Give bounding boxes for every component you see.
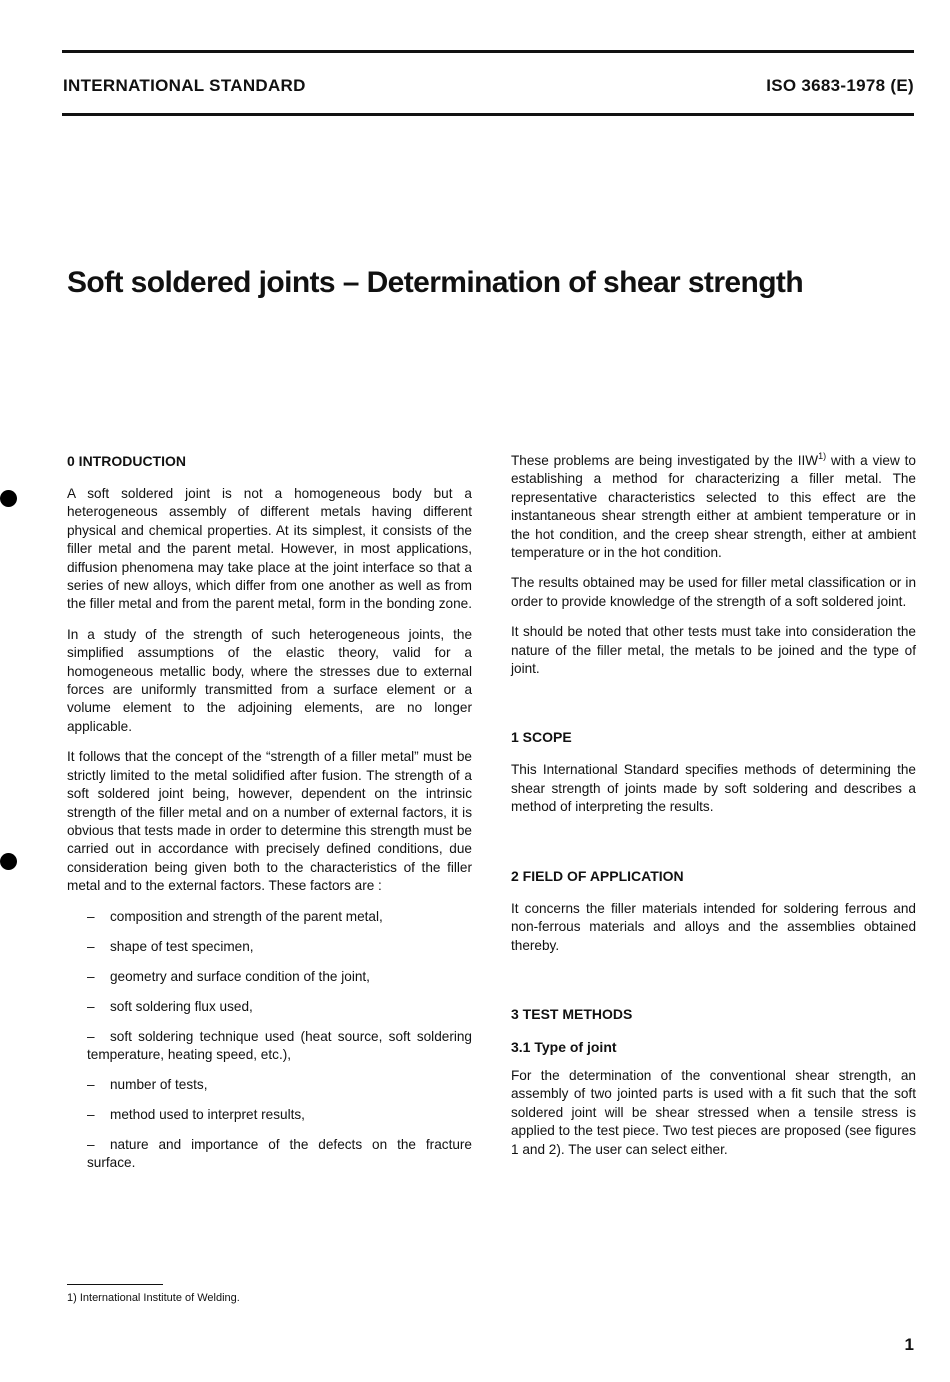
list-item: – soft soldering technique used (heat source, soft soldering temperature, heating speed, etc.), <box>87 1028 472 1062</box>
footnote: 1) International Institute of Welding. <box>67 1292 240 1304</box>
margin-bullet <box>0 490 17 507</box>
list-item: – geometry and surface condition of the joint, <box>87 968 370 984</box>
intro-paragraph: It should be noted that other tests must take into consideration the nature of the filler metal, the metals to be joined and the type of joint. <box>511 624 916 677</box>
field-of-application-heading: 2 FIELD OF APPLICATION <box>511 867 684 884</box>
type-of-joint-heading: 3.1 Type of joint <box>511 1038 617 1055</box>
intro-paragraph: A soft soldered joint is not a homogeneous body but a heterogeneous assembly of different metals having different physical and chemical properties. At its simplest, it consists of the filler metal and the parent metal. However, in most applications, diffusion phenomena may take place at the joint interface so that a series of new alloys, which differ from one another as well as from the filler metal and from the parent metal, form in the bonding zone. <box>67 486 473 612</box>
intro-paragraph: It follows that the concept of the “strength of a filler metal” must be strictly limited to the metal solidified after fusion. The strength of a soft soldered joint being, however, dependent on the intrinsic strength of the filler metal and on a number of external factors, it is obvious that tests made in order to determine this strength must be carried out in accordance with precisely defined conditions, due consideration being given both to the characteristics of the filler metal and to the external factors. These factors are : <box>67 749 472 894</box>
left-column <box>67 452 472 1184</box>
list-item: – method used to interpret results, <box>87 1106 305 1122</box>
list-item: – soft soldering flux used, <box>87 998 253 1014</box>
footnote-reference: 1) <box>818 451 827 461</box>
field-paragraph: It concerns the filler materials intended for soldering ferrous and non-ferrous materials and alloys and the assemblies obtained thereby. <box>511 900 916 953</box>
list-item: – composition and strength of the parent metal, <box>87 908 383 924</box>
header-top-rule <box>62 50 914 53</box>
document-title: Soft soldered joints – Determination of shear strength <box>67 266 804 299</box>
list-item: – shape of test specimen, <box>87 938 254 954</box>
intro-paragraph: The results obtained may be used for filler metal classification or in order to provide knowledge of the strength of a soft soldered joint. <box>511 575 916 609</box>
footnote-rule <box>67 1284 163 1285</box>
intro-paragraph: In a study of the strength of such heterogeneous joints, the simplified assumptions of the elastic theory, valid for a homogeneous metallic body, where the stresses due to external forces are uniformly transmitted from a surface element or a volume element to the adjoining elements, are no longer applicable. <box>67 626 472 734</box>
scope-heading: 1 SCOPE <box>511 729 572 746</box>
page-number: 1 <box>904 1335 914 1354</box>
test-methods-heading: 3 TEST METHODS <box>511 1005 633 1022</box>
standard-number: ISO 3683-1978 (E) <box>766 76 914 95</box>
scope-paragraph: This International Standard specifies methods of determining the shear strength of joints made by soft soldering and describes a method of interpreting the results. <box>511 762 916 815</box>
list-item: – nature and importance of the defects on the fracture surface. <box>87 1136 472 1171</box>
introduction-heading: 0 INTRODUCTION <box>67 453 186 469</box>
document-type-label: INTERNATIONAL STANDARD <box>63 76 306 95</box>
factors-list <box>67 908 472 1173</box>
type-of-joint-paragraph: For the determination of the conventional shear strength, an assembly of two jointed parts is used with a fit such that the soft soldered joint will be shear stressed when a tensile stress is applied to the test piece. Two test pieces are proposed (see figures 1 and 2). The user can select either. <box>511 1067 916 1157</box>
margin-bullet <box>0 853 17 870</box>
header-bottom-rule <box>62 113 914 116</box>
intro-paragraph: These problems are being investigated by the IIW$^{1)}$ with a view to establishing a method for characterizing a filler metal. The representative characteristics selected to this effect are the instantaneous shear strength either at ambient temperature or in the hot condition, and the creep shear strength, either at ambient temperature or in the hot condition. <box>511 451 916 561</box>
right-column <box>511 452 916 1171</box>
list-item: – number of tests, <box>87 1076 208 1092</box>
